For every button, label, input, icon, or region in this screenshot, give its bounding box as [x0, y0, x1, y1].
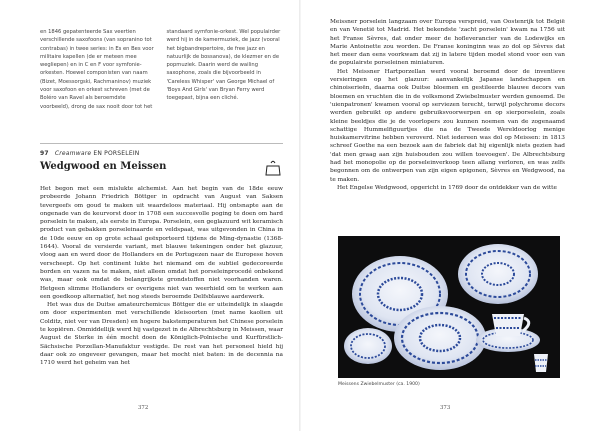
article-body-right: [330, 18, 565, 192]
section-name-italic: Creamware: [54, 150, 92, 157]
porcelain-photo: [338, 236, 560, 378]
article-title: Wedgwood en Meissen: [40, 161, 167, 172]
teapot-icon: [263, 158, 283, 178]
sidebar-paragraph: standaard symfonie-orkest. Wel populairder werd hij in de kamermuziek, de jazz (vooral het bigbandrepertoire, de free jazz en natuurlijk de bossanova), de klezmer en de popmuziek. Daarin werd de wailing saxophone, zoals die bijvoorbeeld in 'Careless Whisper' van George Michael of 'Boys And Girls' van Bryan Ferry werd toegepast, bijna een cliché.: [166, 29, 281, 102]
page-number-right: 373: [440, 405, 451, 411]
paragraph: Het Meissner Hartporzellan werd vooral beroemd door de inventieve versieringen op het glazuur: aanvankelijk Japanse landschappen en chinoiserieën, daarna ook Duitse bloemen en gestileerde blauwe decors van bloemen en vruchten die in de volksmond Zwiebelmuster werden genoemd. De 'uienpatronen' kwamen vooral op serviezen terecht, terwijl polychrome decors werden gebruikt op andere gebruiksvoorwerpen en op sierporselein, zoals kleine beeldjes die je de voorlopers zou kunnen noemen van de zogenaamd schattige Hummelfiguurtjes die na de Tweede Wereldoorlog menige huiskamervitrine hebben veroverd. Niet iedereen was dol op Meissen: in 1813 schreef Goethe na een bezoek aan de fabriek dat hij eigenlijk niets gezien had 'dat men graag aan zijn huisbouden zou willen toevoegen'. De Albrechtsburg had het monopolie op de porseleinverkoop teen allang verloren, en was zelfs begonnen om de ontwerpen van zijn eigen epigonen, Sèvres en Wedgwood, na te maken.: [330, 68, 565, 183]
paragraph: Het Engelse Wedgwood, opgericht in 1769 door de ontdekker van de witte: [337, 184, 557, 191]
sidebar-column-1: [40, 28, 157, 133]
page-number-left: 372: [138, 405, 149, 411]
section-name: [55, 150, 140, 157]
section-header: [40, 150, 283, 157]
gutter: [299, 0, 301, 431]
photo-caption: Meissens Zwiebelmuster (ca. 1900): [338, 382, 420, 387]
paragraph: Meissner porselein langzaam over Europa verspreid, van Oostenrijk tot België en van Venetië tot Madrid. Het bekendste 'zacht porselein' kwam na 1756 uit het Franse Sèvres, dat onder meer de hofleverancier van de Lodewijks en Marie Antoinette zou worden. De Franse koninginn was zo dol op Sèvres dat het meer dan eens voorkwam dat zij in latere tijden model stond voor een van de populairste porseleinen miniaturen.: [330, 19, 565, 67]
sidebar-column-2: [167, 28, 284, 133]
sidebar-text: [40, 28, 283, 133]
section-number: 97: [40, 150, 49, 157]
section-name-rest: EN PORSELEIN: [91, 150, 140, 157]
paragraph: Het was dus de Duitse amateurchemicus Böttger die er uiteindelijk in slaagde om door experimenten met verschillende kleisoorten (met name kaolien uit Colditz, niet ver van Dresden) en hogere bakstemperaturen het Chinese porselein te kopiëren. Onmiddellijk werd hij vastgezet in de Albrechtsburg in Meissen, waar August de Sterke in één mocht doen de Königlich-Polnische und Kurfürstlich-Sächsische Porzellan-Manufaktur vestigde. De rest van het personeel hield hij daar ook zo ongeveer gevangen, maar het mocht niet baten: in de decennia na 1710 werd het geheim van het: [40, 302, 283, 367]
paragraph: Het begon met een mislukte alchemist. Aan het begin van de 18de eeuw probeerde Johann Friedrich Böttger in opdracht van August van Saksen tevergeefs om goud te maken uit waardeloos materiaal. Hij ontsnapte aan de ongenade van de keurvorst door in 1708 een succesvolle poging te doen om hard porselein te maken, als eerste in Europa. Porselein, een geglazuurd wit keramisch product van gebakken porseleinaarde en veldspaat, was uitgevonden in China in de 10de eeuw en op grote schaal geëxporteerd tijdens de Ming-dynastie (1368-1644). Vooral de versierde variant, met blauwe tekeningen onder het glazuur, vloog aan en werd door de Hollanders en de Portugezen naar de Europese hoven verscheept. Op het continent lukte het niemand om de subtiel gedecoreerde borden en vazen na te maken, niet alleen omdat het porseleinprocedé onbekend was, maar ook omdat de belangrijkste grondstoffen niet voorhanden waren. Hetgeen slimme Hollanders er overigens niet van weerhield om te werken aan een goedkoop alternatief, het nog steeds beroemde Delfsblauwe aardewerk.: [40, 186, 283, 300]
article-body-left: [40, 185, 283, 368]
sidebar-paragraph: en 1846 gepatenteerde Sax veertien verschillende saxofoons (van sopranino tot contrabas) in twee series: in Es en Bes voor militaire kapellen (de er meteen mee wegliepen) en in C en F voor symfonie-orkesten. Hoewel componisten van naam (Bizet, Moessorgski, Rachmaninov) muziek voor saxofoon en orkest schreven (met de Boléro van Ravel als beroemdste voorbeeld), drong de sax nooit door tot het: [40, 29, 154, 110]
porcelain-illustration: [338, 236, 560, 378]
section-divider: [40, 143, 283, 144]
